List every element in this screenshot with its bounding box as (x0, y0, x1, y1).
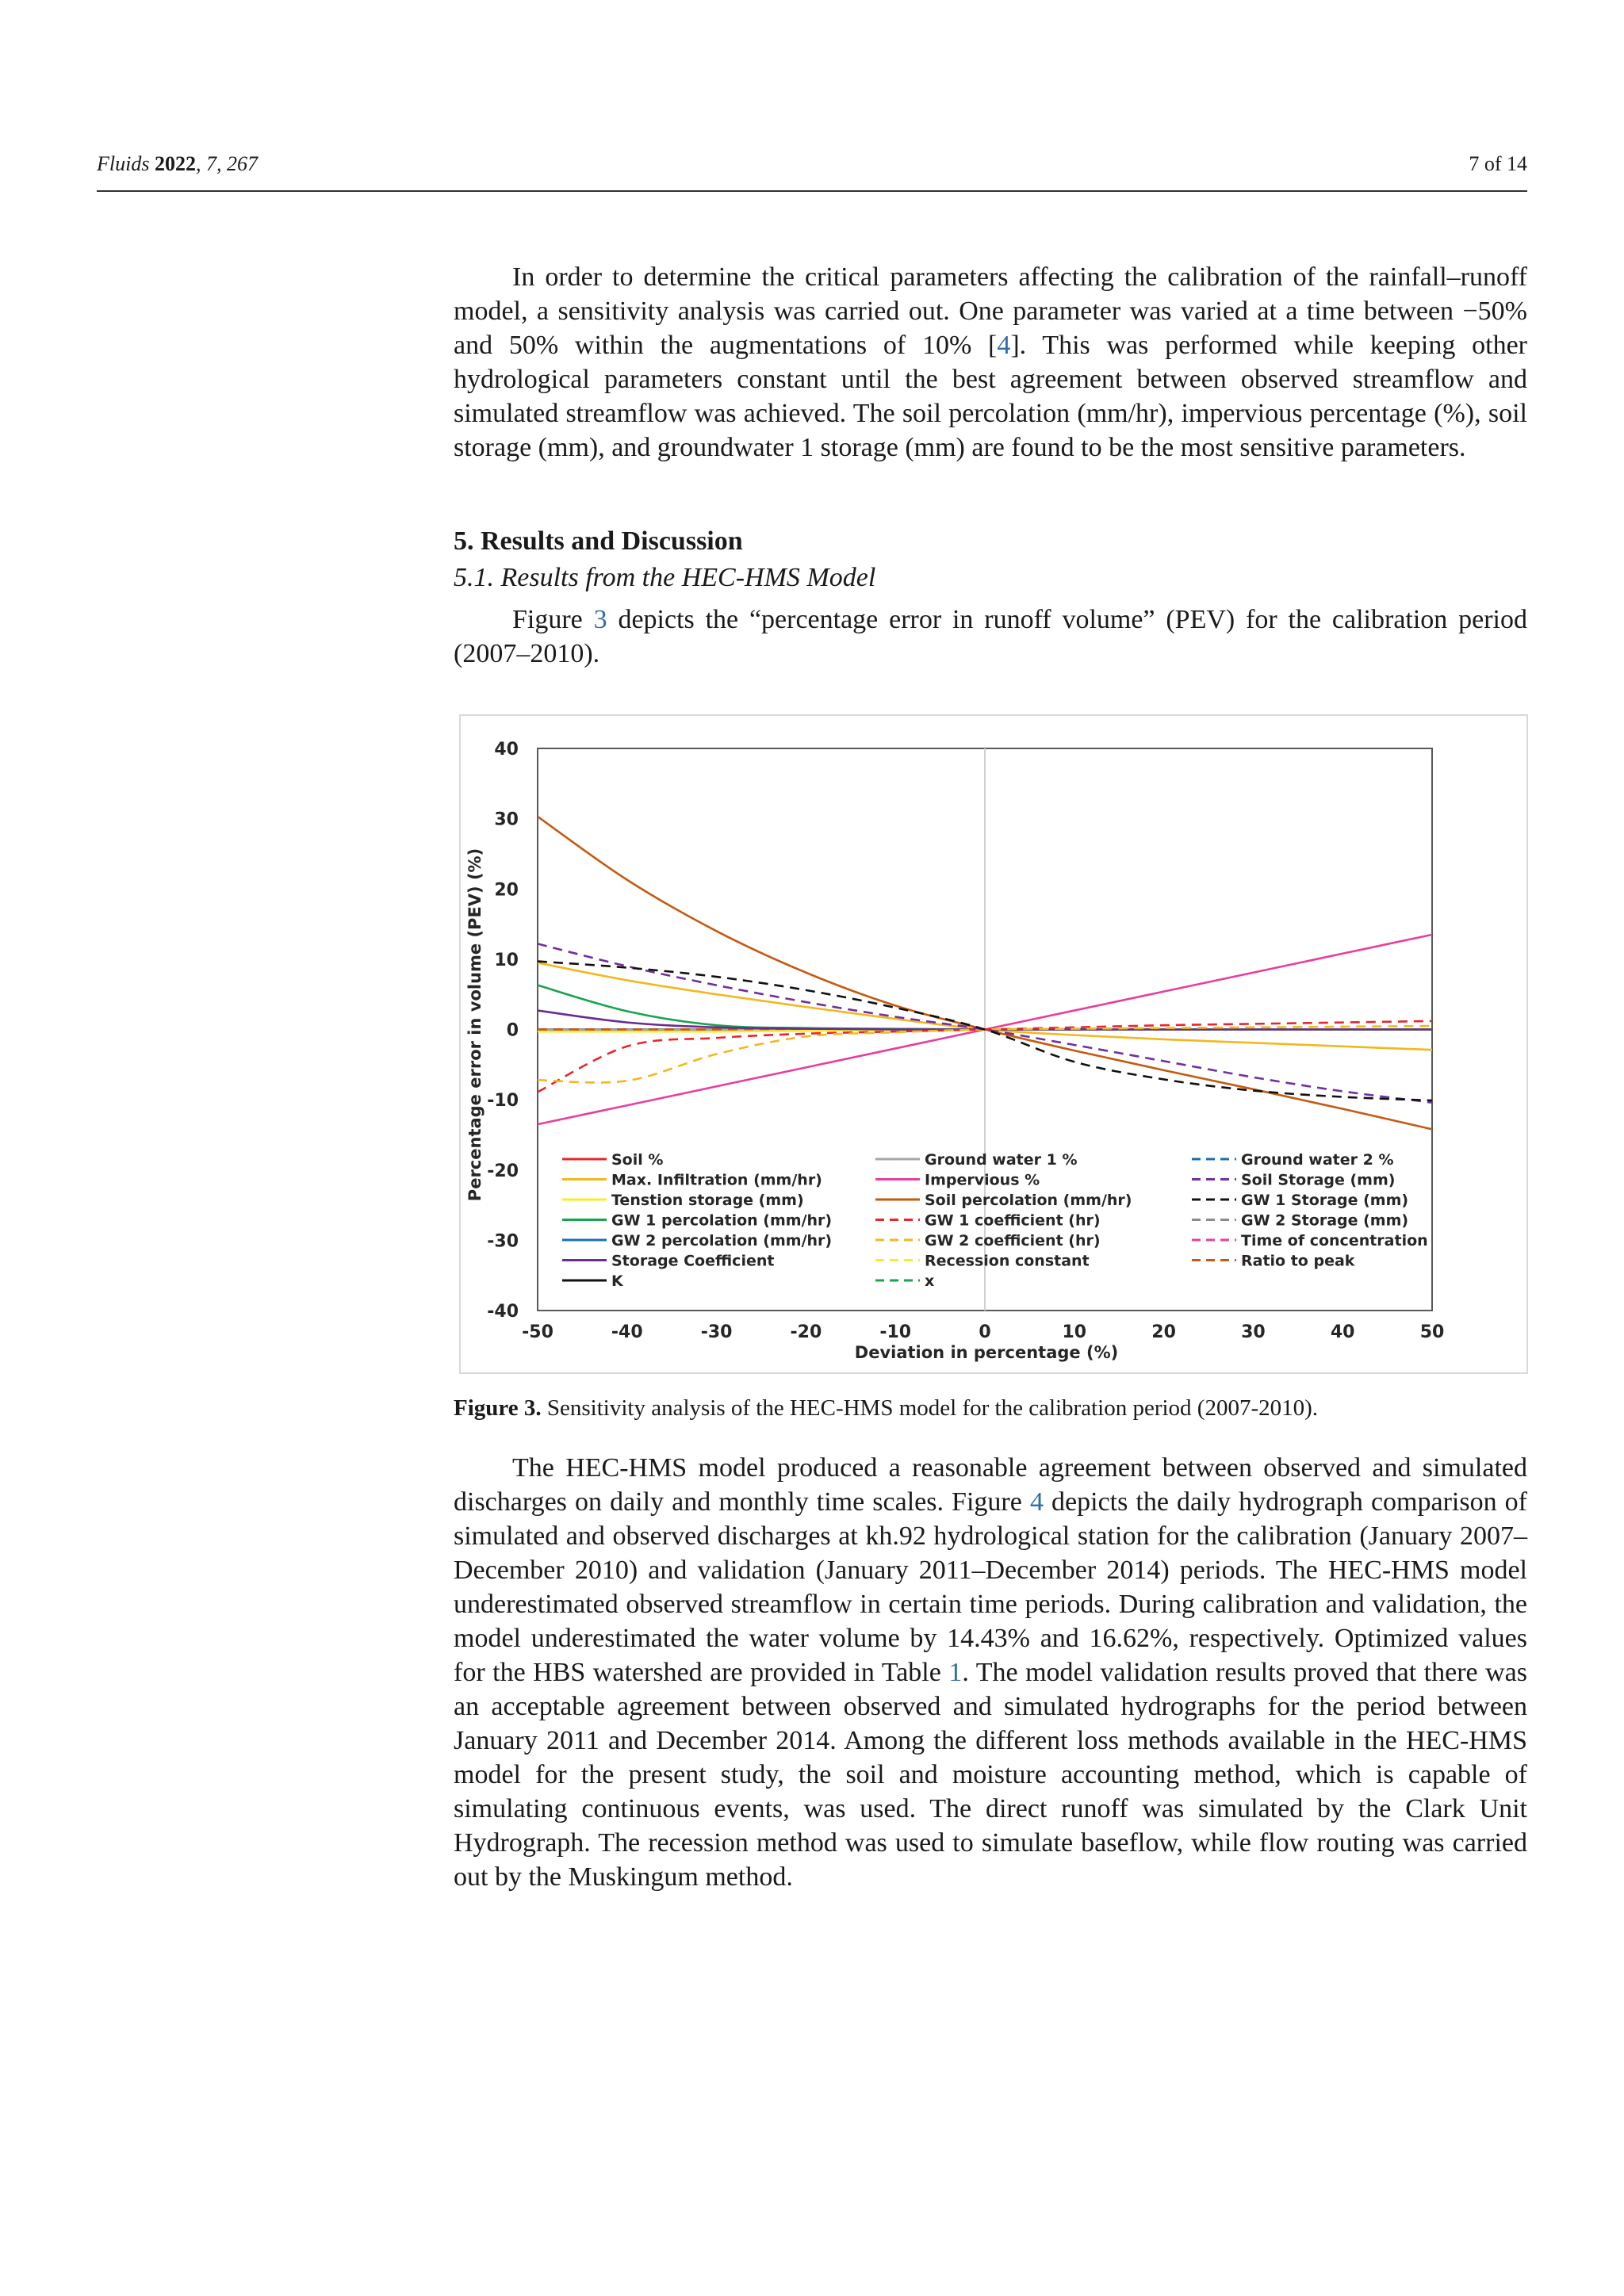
subsection-heading: 5.1. Results from the HEC-HMS Model (454, 563, 876, 592)
paragraph-sensitivity (454, 260, 1527, 465)
y-tick-label: 20 (494, 880, 519, 901)
x-tick-label: -40 (611, 1322, 643, 1342)
legend-label: GW 2 percolation (mm/hr) (611, 1232, 833, 1249)
table-link-1[interactable]: 1 (948, 1658, 963, 1687)
x-tick-label: 40 (1330, 1322, 1355, 1342)
y-axis-title: Percentage error in volume (PEV) (%) (465, 848, 485, 1202)
legend-label: GW 1 percolation (mm/hr) (611, 1211, 833, 1230)
legend-label: Soil percolation (mm/hr) (925, 1192, 1132, 1209)
y-tick-label: 0 (506, 1020, 519, 1041)
para3-text-b: depicts the daily hydrograph comparison of simulated and observed discharges at kh.92 hydrological station for the calibration (January 2007–December 2010) and validation (January 2011–December 2014) periods. The HEC-HMS model underestimated observed streamflow in certain time periods. During calibration and validation, the model underestimated the water volume by 14.43% and 16.62%, respectively. Optimized values for the HBS watershed are provided in Table (454, 1487, 1528, 1687)
figure-3-frame (459, 714, 1528, 1374)
para3-text-c: . The model validation results proved that there was an acceptable agreement between observed and simulated hydrographs for the period between January 2011 and December 2014. Among the different loss methods available in the HEC-HMS model for the present study, the soil and moisture accounting method, which is capable of simulating continuous events, was used. The direct runoff was simulated by the Clark Unit Hydrograph. The recession method was used to simulate baseflow, while flow routing was carried out by the Muskingum method. (454, 1658, 1527, 1892)
figure-caption (454, 1395, 1318, 1422)
x-tick-label: 20 (1151, 1322, 1176, 1342)
legend-label: GW 2 coefficient (hr) (925, 1232, 1101, 1249)
header-rule (97, 190, 1527, 192)
journal-year: 2022 (154, 152, 196, 175)
x-tick-label: -30 (700, 1322, 733, 1342)
para1-text-a: In order to determine the critical parameters affecting the calibration of the rainfall–runoff model, a sensitivity analysis was carried out. One parameter was varied at a time between −50% and 50% within the augmentations of 10% [ (454, 262, 1527, 360)
citation-link-4[interactable]: 4 (997, 331, 1011, 360)
legend-label: K (611, 1272, 623, 1290)
para3-text-a: The HEC-HMS model produced a reasonable agreement between observed and simulated discharges on daily and monthly time scales. Figure (454, 1453, 1527, 1517)
y-tick-label: 40 (494, 740, 519, 760)
y-tick-label: -30 (487, 1231, 519, 1252)
legend-label: GW 1 Storage (mm) (1241, 1192, 1409, 1209)
page-number: 7 of 14 (1469, 152, 1527, 175)
legend-label: Tenstion storage (mm) (611, 1192, 804, 1209)
y-tick-label: 30 (494, 809, 519, 830)
x-tick-label: 30 (1241, 1322, 1266, 1342)
para1-text-b: ]. This was performed while keeping other hydrological parameters constant until the best agreement between observed streamflow and simulated streamflow was achieved. The soil percolation (mm/hr), impervious percentage (%), soil storage (mm), and groundwater 1 storage (mm) are found to be the most sensitive parameters. (454, 331, 1527, 462)
para2-text-b: depicts the “percentage error in runoff volume” (PEV) for the calibration period (2007–2010). (454, 605, 1527, 668)
x-tick-label: -50 (522, 1322, 553, 1342)
y-tick-label: -20 (487, 1161, 519, 1181)
legend-label: Max. Infiltration (mm/hr) (611, 1171, 822, 1189)
legend-label: Ground water 1 % (925, 1151, 1078, 1169)
sensitivity-chart (461, 716, 1526, 1372)
y-tick-label: -40 (487, 1302, 519, 1322)
paragraph-figure-intro (454, 603, 1527, 671)
figure-link-3[interactable]: 3 (593, 605, 607, 634)
legend-label: Storage Coefficient (611, 1252, 775, 1270)
legend-label: Ground water 2 % (1241, 1151, 1394, 1169)
x-tick-label: 0 (979, 1322, 991, 1342)
legend-label: Ratio to peak (1241, 1252, 1355, 1270)
figure-caption-text: Sensitivity analysis of the HEC-HMS model for the calibration period (2007-2010). (541, 1395, 1319, 1421)
journal-name: Fluids (97, 152, 150, 175)
legend-label: Time of concentration (1241, 1232, 1428, 1249)
legend-label: GW 1 coefficient (hr) (925, 1211, 1101, 1230)
x-tick-label: -20 (790, 1322, 822, 1342)
legend-label: GW 2 Storage (mm) (1241, 1211, 1409, 1230)
y-tick-label: -10 (487, 1091, 519, 1112)
legend-label: Soil Storage (mm) (1241, 1171, 1396, 1189)
y-tick-label: 10 (494, 950, 519, 970)
figure-link-4[interactable]: 4 (1029, 1487, 1044, 1517)
paragraph-results (454, 1451, 1527, 1894)
legend-label: Impervious % (925, 1171, 1040, 1189)
running-header-citation (97, 152, 258, 176)
legend-label: Recession constant (925, 1252, 1090, 1270)
journal-volume: , 7, 267 (195, 152, 258, 175)
section-heading: 5. Results and Discussion (454, 526, 743, 556)
x-tick-label: 10 (1062, 1322, 1087, 1342)
x-axis-title: Deviation in percentage (%) (854, 1343, 1119, 1362)
legend-label: x (925, 1272, 935, 1290)
para2-text-a: Figure (512, 605, 594, 634)
x-tick-label: -10 (879, 1322, 912, 1342)
x-tick-label: 50 (1419, 1322, 1445, 1342)
figure-label: Figure 3. (454, 1395, 542, 1421)
legend-label: Soil % (611, 1151, 664, 1169)
